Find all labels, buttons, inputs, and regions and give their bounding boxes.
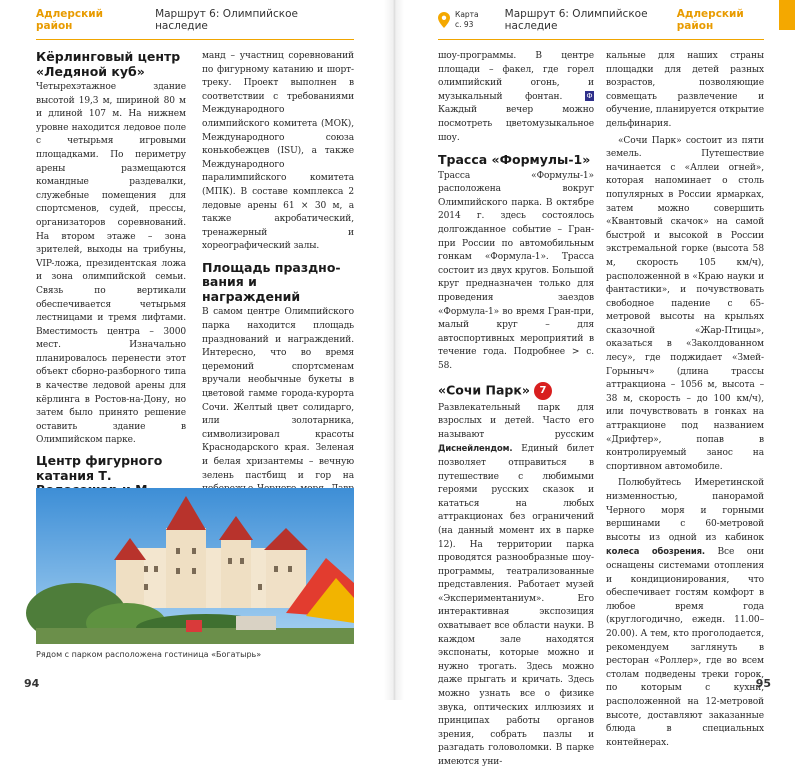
right-page-number: 95 <box>755 677 771 690</box>
paragraph-celebration-square: В самом центре Олимпийского парка находится площадь празднований и награждений. Интересно, что во время церемоний спортсменам вручали необычные букеты в цветовой гамме города-курорта Сочи. Желтый цвет солидарго, или золотарника, символизировал красоты Краснодарского края. Зеленая и белая хризантемы – вечную зелень пастбищ и гор на <box>202 307 354 481</box>
sochi-park-description: Единый билет позволяет отправиться в путешествие с любимыми героями русских сказок и кататься на любых аттракционах без ограничений (на данный момент их в парке 12). На территории парка проводятся разнообразные шоу-программы, театрализованные представления. Работает музей «Экспериментаниум». Его интерактивная экспозиция охватывает все области науки. В каждом зале находятся экспонаты, которые можно и нужно трогать. Здесь можно даже прыгать и кричать. Здесь можно узнать все о физике звука, оптических иллюзиях и принципах работы органов зрения, собрать пазлы и разгадать головоломки. В парке имеются уни- <box>438 444 594 767</box>
left-page <box>0 0 384 700</box>
photo-bogatyr-hotel <box>36 488 354 644</box>
right-column-2 <box>606 50 764 750</box>
heading-curling-center: Кёрлинговый центр «Ледяной куб» <box>36 49 181 79</box>
paragraph-ferris-wheel <box>606 477 764 750</box>
right-header-district: Адлерский район <box>676 7 744 32</box>
show-program-text: шоу-программы. В центре площади – факел, где горел олимпийский огонь, и музыкальный фонтан. <box>438 51 594 102</box>
left-header-district: Адлерский район <box>36 7 103 32</box>
book-gutter <box>384 0 404 700</box>
right-column-1 <box>438 50 594 770</box>
chapter-tab <box>779 0 795 30</box>
heading-sochi-park-text: «Сочи Парк» <box>438 382 530 398</box>
paragraph-formula1: Трасса «Формулы-1» расположена вокруг Олимпийского парка. В октябре 2014 г. здесь состоялось долгожданное событие – Гран-при России по автомобильным гонкам «Формула-1». Трасса состоит из двух кругов. Большой круг предназначен только для проведения заездов «Формула-1» во время Гран-при, малый круг – для автоспортивных мероприятий в течение года. Подробнее > с. 58. <box>438 170 594 371</box>
paragraph-sochi-park <box>438 402 594 770</box>
map-reference[interactable] <box>455 10 479 30</box>
star-badge-icon: 7 <box>534 382 552 400</box>
left-page-number: 94 <box>24 677 40 690</box>
right-header-route: Маршрут 6: Олимпийское наследие <box>504 7 648 32</box>
paragraph-figure-skating-cont: манд – участниц соревнований по фигурному катанию и шорт-треку. Проект выполнен в соответствии с требованиями Международного олимпийского комитета (МОК), Международного союза конькобежцев (ISU), а также Международного паралимпийского комитета (МПК). В составе комплекса 2 ледовые арены 61 × 30 м, а также акробатический, тренажерный и хореографический залы. <box>202 51 354 252</box>
left-header-route: Маршрут 6: Олимпийское наследие <box>155 7 298 32</box>
heading-formula1: Трасса «Формулы-1» <box>438 152 591 168</box>
show-program-evening: Каждый вечер можно посмотреть цветомузыкальное шоу. <box>438 105 594 143</box>
ferris-wheel-bold: колеса обозрения. <box>606 546 705 557</box>
left-running-header <box>36 0 354 40</box>
paragraph-playgrounds: кальные для наших страны площадки для детей разных возрастов, позволяющие совмещать развлечение и обучение, планируется открытие дельфинария. <box>606 51 764 129</box>
family-icon: Ф <box>586 92 593 101</box>
right-running-header <box>438 0 764 40</box>
heading-sochi-park <box>438 382 594 400</box>
left-column-1 <box>36 50 186 555</box>
heading-celebration-square: Площадь празднования и награждений <box>202 259 341 304</box>
heading-figure-skating-center: Центр фигурного катания Т. <box>36 453 163 483</box>
ferris-description: Все они оснащены системами отопления и кондиционирования, что обеспечивает гостям комфорт в любое время года (круглогодично, ежедн. 11.00–20.00). А тем, кто проголодается, рекомендуем заглянуть в ресторан «Роллер», где во всем столам подведены треки горок, по которым с кухни, расположенной на 12-метровой высоте, доставляют заказанные блюда в специальных контейнерах. <box>606 547 764 748</box>
paragraph-curling-center: Четырехэтажное здание высотой 19,3 м, шириной 80 м и длиной 107 м. На нижнем уровне находится ледовое поле с четырьмя игровыми площадками. По периметру арены размещаются командные раздевалки, служебные помещения для спортсменов, судей, прессы, организаторов соревнований. На втором этаже – зона зрителей, выходы на трибуны, VIP-ложа, президентская ложа и зона олимпийской семьи. Связь по вертикали обеспечивается четырьмя лестницами и тремя лифтами. Вместимость центра – 3000 мест. Изначально планировалось перенести этот объект сборно-разборного типа в качестве ледовой арены для кёрлинга в Ростов-на-Дону, но затем было принято решение оставить здание в Олимпийском парке. <box>36 82 186 446</box>
ferris-intro: Полюбуйтесь Имеретинской низменностью, панорамой Черного моря и горными вершинами с 60-метровой высоты из одной из кабинок <box>606 478 764 543</box>
sochi-park-disneyland: Диснейлендом. <box>438 443 513 454</box>
paragraph-park-lands: «Сочи Парк» состоит из пяти земель. Путешествие начинается с «Аллеи огней», которая напоминает о столь популярных в России ярмарках, затем можно совершить «Квантовый скачок» на самой быстрой и высокой в России экстремальной горке (высота 58 м, скорость 105 км/ч), расположенной в «Краю науки и фантастики», и почувствовать свободное падение с 65-метровой высоты на крыльях сказочной «Жар-Птицы», оказаться в «Заколдованном лесу», где поджидает «Змей-Горыныч» (длина трассы аттракциона – 1056 м, высота – 38 м, скорость – до 100 км/ч), или почувствовать в гонках на аттракционе под названием «Дрифтер», попав в контролируемый занос на спортивном автомобиле. <box>606 135 764 472</box>
map-label: Карта <box>455 9 479 19</box>
right-page <box>404 0 795 767</box>
paragraph-show-program <box>438 50 594 145</box>
map-pin-icon <box>438 12 450 28</box>
photo-caption: Рядом с парком расположена гостиница «Богатырь» <box>36 650 262 659</box>
map-page-ref: с. 93 <box>455 19 474 29</box>
sochi-park-intro: Развлекательный парк для взрослых и детей. Часто его называют русским <box>438 402 594 440</box>
